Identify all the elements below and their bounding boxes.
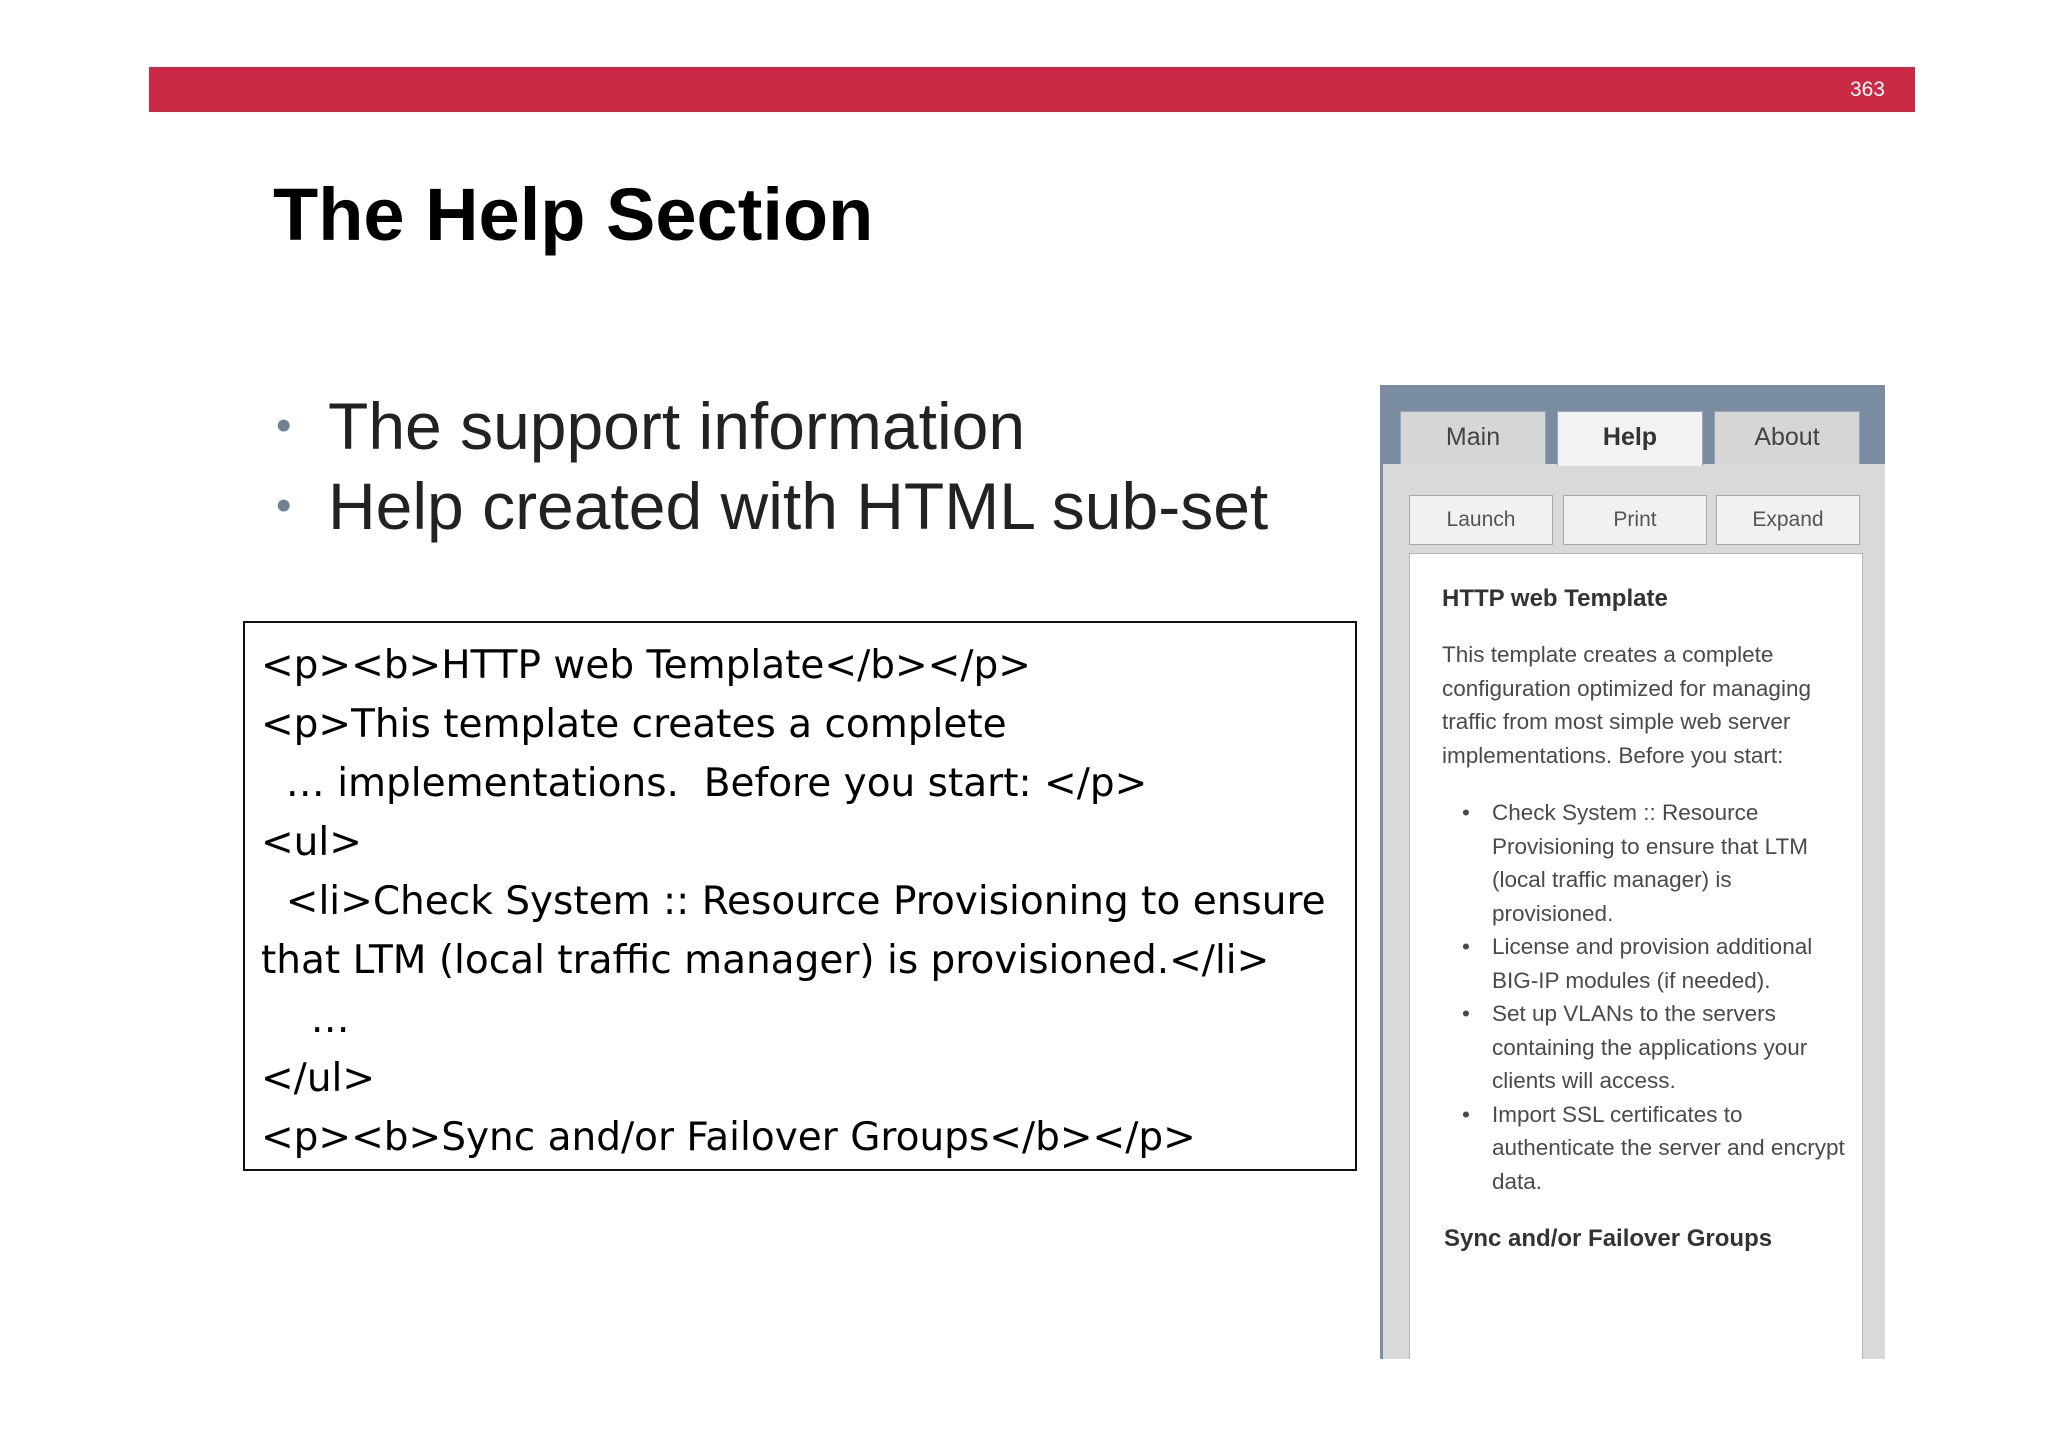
help-list-item (1442, 796, 1850, 930)
code-line: <p>This template creates a complete (261, 702, 1007, 747)
code-line: <ul> (261, 820, 362, 865)
help-list-item (1442, 997, 1850, 1098)
code-line: … (261, 997, 350, 1042)
bullet-text: Help created with HTML sub-set (328, 469, 1269, 543)
expand-button[interactable]: Expand (1716, 495, 1860, 545)
launch-button[interactable]: Launch (1409, 495, 1553, 545)
tab-help[interactable]: Help (1557, 411, 1703, 466)
bullet-list (270, 386, 1268, 546)
slide-title: The Help Section (273, 173, 874, 256)
code-line: <li>Check System :: Resource Provisioning to ensure (261, 879, 1326, 924)
help-list-item (1442, 1098, 1850, 1199)
bullet-item (270, 466, 1268, 546)
help-paragraph: This template creates a complete configuration optimized for managing traffic from most simple web server implementations. Before you start: (1442, 642, 1811, 768)
bullet-text: The support information (328, 389, 1026, 463)
bullet-icon: • (1462, 800, 1470, 825)
help-panel-screenshot (1380, 385, 1885, 1359)
bullet-icon: • (1462, 1001, 1470, 1026)
help-list-item-text: Check System :: Resource Provisioning to ensure that LTM (local traffic manager) is provisioned. (1492, 800, 1808, 926)
help-list-item (1442, 930, 1850, 997)
code-sample-box (243, 621, 1357, 1171)
tab-strip (1383, 385, 1885, 464)
print-button[interactable]: Print (1563, 495, 1707, 545)
header-bar (149, 67, 1915, 112)
help-list-item-text: Set up VLANs to the servers containing the applications your clients will access. (1492, 1001, 1808, 1093)
code-line: <p><b>Sync and/or Failover Groups</b></p> (261, 1115, 1196, 1160)
help-list (1442, 796, 1850, 1198)
page-number: 363 (1849, 78, 1885, 101)
tab-main[interactable]: Main (1400, 411, 1546, 464)
bullet-icon: • (1462, 1101, 1470, 1127)
code-line: that LTM (local traffic manager) is provisioned.</li> (261, 938, 1270, 983)
help-heading: HTTP web Template (1442, 585, 1668, 612)
help-list-item-text: License and provision additional BIG-IP modules (if needed). (1492, 934, 1813, 993)
code-line: … implementations. Before you start: </p> (261, 761, 1148, 806)
code-line: </ul> (261, 1056, 376, 1101)
bullet-icon: • (276, 401, 292, 450)
help-subheading: Sync and/or Failover Groups (1444, 1225, 1773, 1252)
help-list-item-text: Import SSL certificates to authenticate the server and encrypt data. (1492, 1101, 1845, 1194)
bullet-item (270, 386, 1268, 466)
code-line: <p><b>HTTP web Template</b></p> (261, 643, 1031, 688)
bullet-icon: • (1462, 934, 1470, 959)
tab-about[interactable]: About (1714, 411, 1860, 464)
bullet-icon: • (276, 481, 292, 530)
help-content-area[interactable] (1409, 553, 1863, 1359)
